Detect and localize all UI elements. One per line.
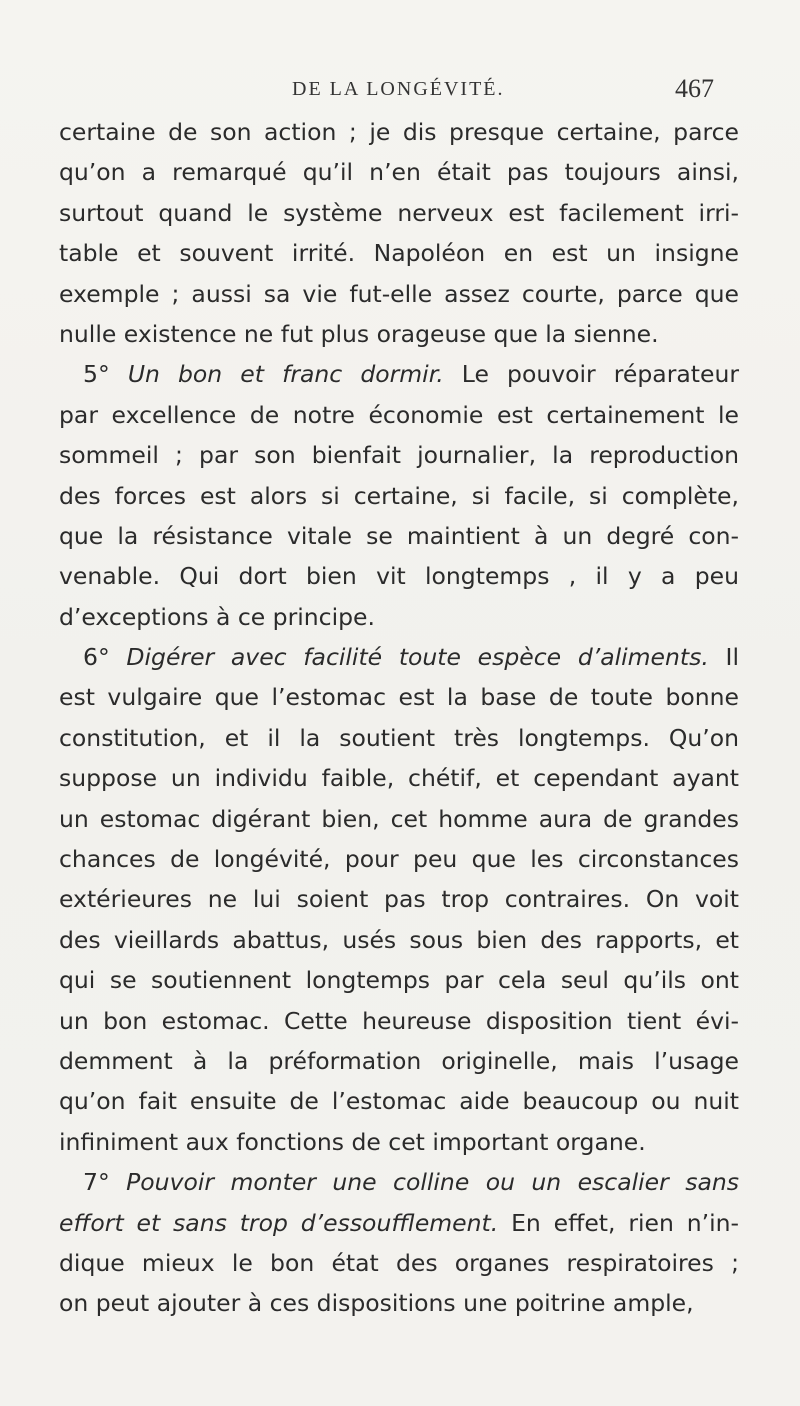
text-line: qu’on a remarqué qu’il n’en était pas toujours ainsi, [59, 158, 739, 187]
text-line: chances de longévité, pour peu que les circonstances [59, 845, 739, 874]
text-line: dique mieux le bon état des organes respiratoires ; [59, 1248, 739, 1277]
text-line: que la résistance vitale se maintient à un degré con- [59, 521, 739, 550]
text-line: nulle existence ne fut plus orageuse que la sienne. [59, 319, 659, 348]
text-line: surtout quand le système nerveux est facilement irri- [59, 198, 739, 227]
text-line: infiniment aux fonctions de cet important organe. [59, 1127, 646, 1156]
running-title: DE LA LONGÉVITÉ. [292, 78, 505, 100]
section-heading: effort et sans trop d’essoufflement. [59, 1208, 499, 1237]
text-line: des forces est alors si certaine, si facile, si complète, [59, 481, 739, 510]
text-line: qui se soutiennent longtemps par cela seul qu’ils ont [59, 966, 739, 995]
text-line: un bon estomac. Cette heureuse disposition tient évi- [59, 1006, 739, 1035]
text-line: suppose un individu faible, chétif, et cependant ayant [59, 764, 739, 793]
text-line: certaine de son action ; je dis presque certaine, parce [59, 118, 739, 146]
text-line: demment à la préformation originelle, mais l’usage [59, 1046, 739, 1075]
text-line: on peut ajouter à ces dispositions une poitrine ample, [59, 1289, 694, 1318]
text-line: un estomac digérant bien, cet homme aura de grandes [59, 804, 739, 833]
page-number: 467 [675, 74, 714, 103]
body-text [59, 112, 739, 1324]
section-heading: Digérer avec facilité toute espèce d’aliments. [126, 643, 709, 672]
text-line: est vulgaire que l’estomac est la base de toute bonne [59, 683, 739, 712]
section-heading: Un bon et franc dormir. [127, 360, 444, 389]
text-line: table et souvent irrité. Napoléon en est un insigne [59, 239, 739, 268]
text-line: constitution, et il la soutient très longtemps. Qu’on [59, 723, 739, 752]
section-heading: Pouvoir monter une colline ou un escalier sans [126, 1168, 739, 1197]
text-line: par excellence de notre économie est certainement le [59, 400, 739, 429]
text-line: 7° Pouvoir monter une colline ou un escalier sans [83, 1168, 739, 1197]
text-line: des vieillards abattus, usés sous bien des rapports, et [59, 925, 739, 954]
text-line: 5° Un bon et franc dormir. Le pouvoir réparateur [83, 360, 740, 389]
text-line: sommeil ; par son bienfait journalier, la reproduction [59, 441, 739, 470]
text-line: d’exceptions à ce principe. [59, 602, 375, 631]
text-line: venable. Qui dort bien vit longtemps , il y a peu [59, 562, 739, 591]
text-line: qu’on fait ensuite de l’estomac aide beaucoup ou nuit [59, 1087, 739, 1116]
text-line: exemple ; aussi sa vie fut-elle assez courte, parce que [59, 279, 739, 308]
text-line: 6° Digérer avec facilité toute espèce d’aliments. Il [83, 643, 739, 672]
running-head [0, 74, 800, 108]
text-line: effort et sans trop d’essoufflement. En effet, rien n’in- [59, 1208, 739, 1237]
text-line: extérieures ne lui soient pas trop contraires. On voit [59, 885, 739, 914]
